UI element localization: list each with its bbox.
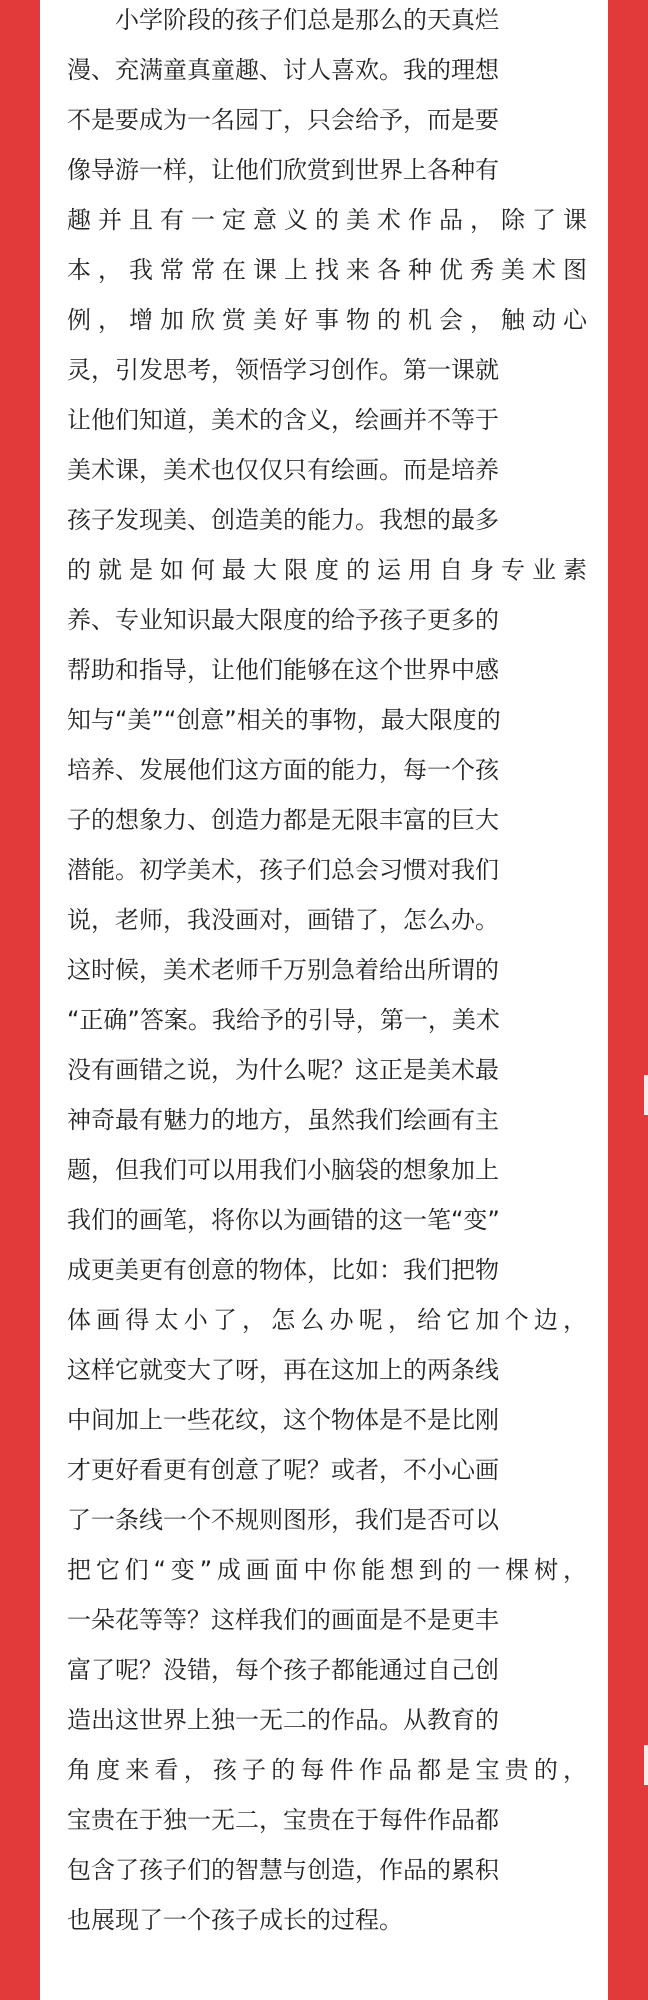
text-line: 小学阶段的孩子们总是那么的天真烂 <box>67 6 499 34</box>
page-edge-mark <box>644 1745 648 1785</box>
text-line: 我们的画笔，将你以为画错的这一笔“变” <box>67 1206 500 1234</box>
text-line: 宝贵在于独一无二，宝贵在于每件作品都 <box>67 1806 499 1834</box>
text-line: 孩子发现美、创造美的能力。我想的最多 <box>67 506 499 534</box>
text-line: 这样它就变大了呀，再在这加上的两条线 <box>67 1356 499 1384</box>
text-line: 富了呢？没错，每个孩子都能通过自己创 <box>67 1656 499 1684</box>
text-line: 角度来看，孩子的每件作品都是宝贵的， <box>67 1756 587 1784</box>
text-line: 这时候，美术老师千万别急着给出所谓的 <box>67 956 499 984</box>
text-line: 培养、发展他们这方面的能力，每一个孩 <box>67 756 499 784</box>
text-line: 才更好看更有创意了呢？或者，不小心画 <box>67 1456 499 1484</box>
text-line: 本，我常常在课上找来各种优秀美术图 <box>67 256 587 284</box>
text-line: 神奇最有魅力的地方，虽然我们绘画有主 <box>67 1106 499 1134</box>
text-line: 像导游一样，让他们欣赏到世界上各种有 <box>67 156 499 184</box>
text-line: 了一条线一个不规则图形，我们是否可以 <box>67 1506 499 1534</box>
text-line: 中间加上一些花纹，这个物体是不是比刚 <box>67 1406 499 1434</box>
text-line: 美术课，美术也仅仅只有绘画。而是培养 <box>67 456 499 484</box>
text-line: 知与“美”“创意”相关的事物，最大限度的 <box>67 706 501 734</box>
left-red-border <box>0 0 40 2000</box>
text-line: 造出这世界上独一无二的作品。从教育的 <box>67 1706 499 1734</box>
text-line: 一朵花等等？这样我们的画面是不是更丰 <box>67 1606 499 1634</box>
text-line: 趣并且有一定意义的美术作品，除了课 <box>67 206 587 234</box>
right-red-border <box>608 0 648 2000</box>
text-line: 没有画错之说，为什么呢？这正是美术最 <box>67 1056 499 1084</box>
text-line: 包含了孩子们的智慧与创造，作品的累积 <box>67 1856 499 1884</box>
text-line: 的就是如何最大限度的运用自身专业素 <box>67 556 587 584</box>
text-line: 不是要成为一名园丁，只会给予，而是要 <box>67 106 499 134</box>
text-line: 把它们“变”成画面中你能想到的一棵树， <box>67 1556 587 1584</box>
text-line: 灵，引发思考，领悟学习创作。第一课就 <box>67 356 499 384</box>
text-line: “正确”答案。我给予的引导，第一，美术 <box>67 1006 500 1034</box>
article-body <box>67 0 587 2000</box>
text-line: 题，但我们可以用我们小脑袋的想象加上 <box>67 1156 499 1184</box>
text-line: 养、专业知识最大限度的给予孩子更多的 <box>67 606 499 634</box>
text-line: 例，增加欣赏美好事物的机会，触动心 <box>67 306 587 334</box>
text-line: 帮助和指导，让他们能够在这个世界中感 <box>67 656 499 684</box>
text-line: 也展现了一个孩子成长的过程。 <box>67 1906 403 1934</box>
text-line: 子的想象力、创造力都是无限丰富的巨大 <box>67 806 499 834</box>
page-edge-mark <box>644 1075 648 1115</box>
text-line: 说，老师，我没画对，画错了，怎么办。 <box>67 906 499 934</box>
text-line: 成更美更有创意的物体，比如：我们把物 <box>67 1256 499 1284</box>
text-line: 体画得太小了，怎么办呢，给它加个边， <box>67 1306 587 1334</box>
text-line: 漫、充满童真童趣、讨人喜欢。我的理想 <box>67 56 499 84</box>
text-line: 潜能。初学美术，孩子们总会习惯对我们 <box>67 856 499 884</box>
text-line: 让他们知道，美术的含义，绘画并不等于 <box>67 406 499 434</box>
